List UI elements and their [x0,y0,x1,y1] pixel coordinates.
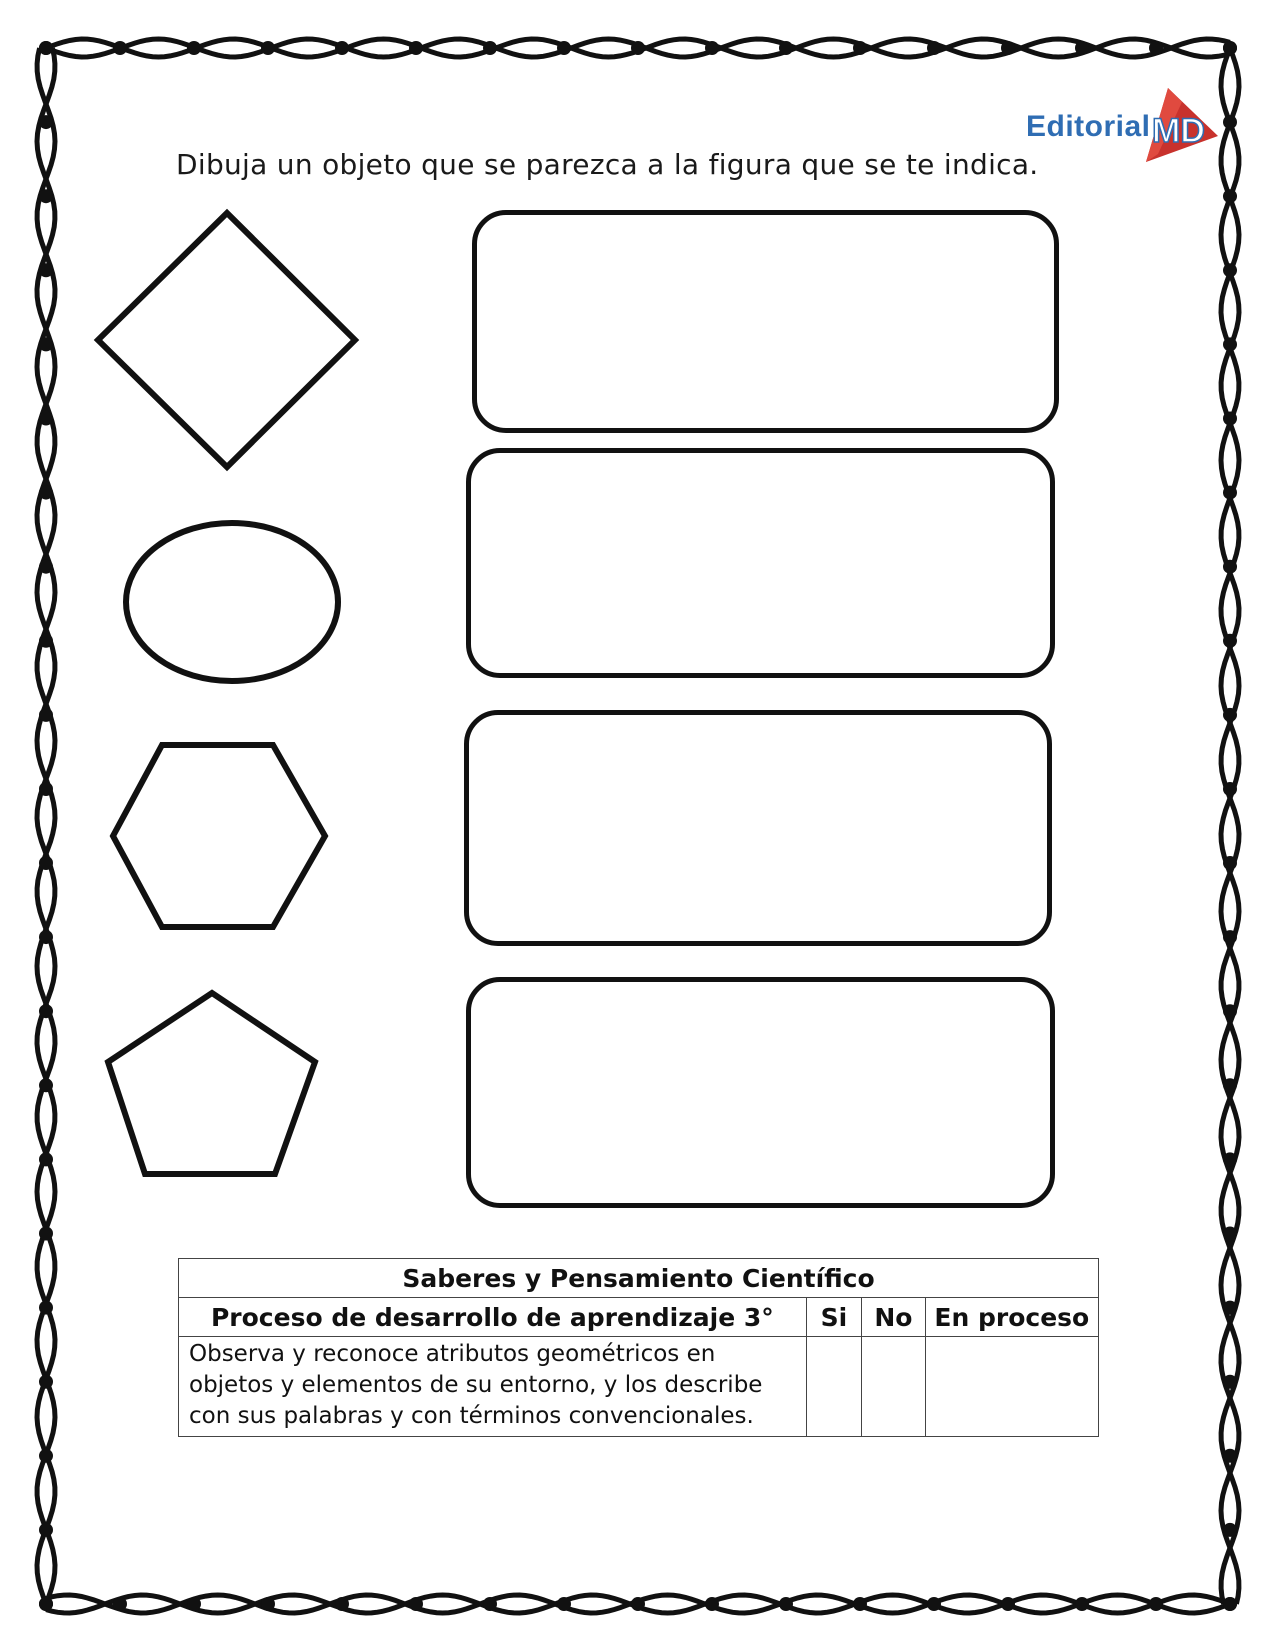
header-si: Si [806,1298,861,1337]
rope-knot [409,1597,423,1611]
rope-knot [927,41,941,55]
rope-knot [1223,1152,1237,1166]
rope-knot [1223,1523,1237,1537]
header-process: Proceso de desarrollo de aprendizaje 3° [179,1298,807,1337]
rope-knot [335,1597,349,1611]
header-no: No [862,1298,925,1337]
rope-knot [39,1227,53,1241]
rope-knot [1223,41,1237,55]
rope-knot [39,1004,53,1018]
rope-knot [483,1597,497,1611]
rope-knot [779,41,793,55]
rope-knot [1223,1449,1237,1463]
rope-knot [187,41,201,55]
rope-knot [1149,1597,1163,1611]
rope-knot [557,1597,571,1611]
rope-knot [1223,782,1237,796]
rope-knot [1001,1597,1015,1611]
row-description: Observa y reconoce atributos geométricos en objetos y elementos de su entorno, y los describe con sus palabras y con términos convencionales. [179,1337,807,1437]
table-row [179,1337,1099,1437]
rope-knot [483,41,497,55]
rope-knot [409,41,423,55]
rope-knot [39,634,53,648]
hexagon-shape [105,737,335,937]
rope-knot [779,1597,793,1611]
rope-knot [39,1449,53,1463]
rope-knot [39,41,53,55]
check-cell-si[interactable] [806,1337,861,1437]
rope-knot [1223,634,1237,648]
rope-knot [1223,1597,1237,1611]
rope-knot [39,708,53,722]
pentagon-shape [100,985,325,1185]
rope-knot [853,41,867,55]
rope-knot [1223,1375,1237,1389]
rope-knot [39,337,53,351]
rope-knot [557,41,571,55]
rope-knot [39,1597,53,1611]
rope-knot [39,263,53,277]
rope-knot [631,41,645,55]
rope-knot [39,1301,53,1315]
rope-knot [1223,1301,1237,1315]
rope-knot [39,1375,53,1389]
oval-shape [120,515,345,690]
rope-knot [113,1597,127,1611]
rope-knot [1223,708,1237,722]
rope-knot [39,930,53,944]
rope-knot [39,115,53,129]
rope-knot [113,41,127,55]
drawing-box-1[interactable] [472,210,1059,433]
logo-text: Editorial [1026,110,1151,143]
rope-knot [39,856,53,870]
table-title: Saberes y Pensamiento Científico [179,1259,1099,1298]
rope-knot [39,1523,53,1537]
rope-knot [39,1078,53,1092]
header-en-proceso: En proceso [925,1298,1098,1337]
rope-knot [631,1597,645,1611]
rope-knot [39,412,53,426]
rope-knot [1075,41,1089,55]
rope-knot [335,41,349,55]
logo-mark-text: MD [1152,112,1205,150]
rope-knot [39,560,53,574]
rope-knot [853,1597,867,1611]
check-cell-no[interactable] [862,1337,925,1437]
logo-mark-icon [1138,84,1228,164]
rope-knot [705,1597,719,1611]
rope-knot [1223,1227,1237,1241]
rope-knot [705,41,719,55]
drawing-box-3[interactable] [464,710,1052,946]
drawing-box-2[interactable] [466,448,1055,678]
rope-knot [1223,337,1237,351]
rope-knot [39,189,53,203]
rope-knot [1223,560,1237,574]
rope-knot [1223,930,1237,944]
rope-knot [187,1597,201,1611]
check-cell-en-proceso[interactable] [925,1337,1098,1437]
rope-knot [39,1152,53,1166]
rope-knot [1223,1078,1237,1092]
rope-knot [1001,41,1015,55]
drawing-box-4[interactable] [466,977,1055,1208]
instruction-text: Dibuja un objeto que se parezca a la figura que se te indica. [176,148,1039,181]
rope-knot [1223,1004,1237,1018]
rope-knot [1223,263,1237,277]
rope-knot [1149,41,1163,55]
rope-knot [39,486,53,500]
rope-knot [1223,856,1237,870]
rope-knot [927,1597,941,1611]
rope-knot [1223,486,1237,500]
rope-knot [261,41,275,55]
rope-knot [39,782,53,796]
rope-knot [1075,1597,1089,1611]
rope-knot [1223,189,1237,203]
evaluation-table [178,1258,1099,1437]
rope-knot [1223,412,1237,426]
rhombus-shape [90,205,360,475]
rope-knot [261,1597,275,1611]
